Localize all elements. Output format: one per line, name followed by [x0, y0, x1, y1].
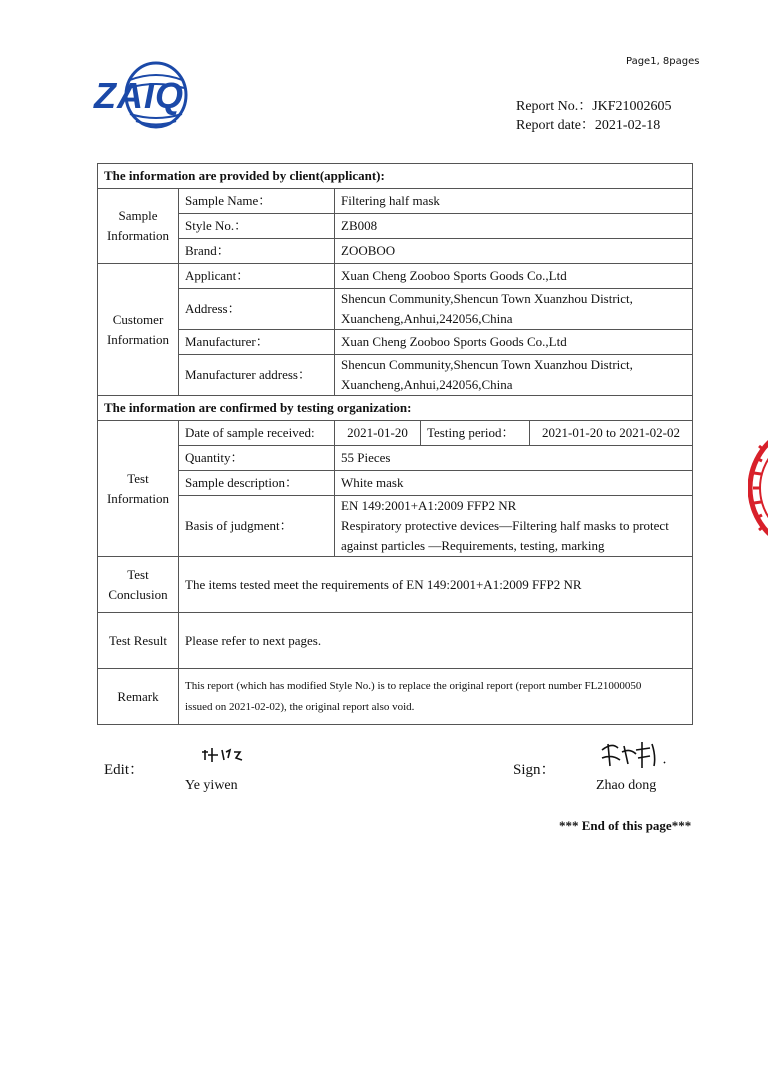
editor-name: Ye yiwen — [185, 778, 238, 793]
description-value: White mask — [335, 471, 693, 496]
report-meta — [516, 97, 672, 135]
editor-handwritten-signature — [200, 744, 260, 766]
signer-handwritten-signature — [598, 736, 678, 774]
test-info-category: Test Information — [98, 421, 179, 557]
client-section-title: The information are provided by client(applicant): — [98, 164, 693, 189]
official-seal-stamp — [748, 418, 768, 558]
date-received-label: Date of sample received: — [179, 421, 335, 446]
conclusion-value: The items tested meet the requirements of EN 149:2001+A1:2009 FFP2 NR — [179, 557, 693, 613]
result-category: Test Result — [98, 613, 179, 669]
report-date: Report date：2021-02-18 — [516, 118, 661, 133]
manufacturer-value: Xuan Cheng Zooboo Sports Goods Co.,Ltd — [335, 330, 693, 355]
quantity-value: 55 Pieces — [335, 446, 693, 471]
remark-category: Remark — [98, 669, 179, 725]
conclusion-category: Test Conclusion — [98, 557, 179, 613]
sign-label: Sign： — [513, 762, 556, 778]
sample-name-value: Filtering half mask — [335, 189, 693, 214]
applicant-label: Applicant： — [179, 264, 335, 289]
address-value: Shencun Community,Shencun Town Xuanzhou District, Xuancheng,Anhui,242056,China — [335, 289, 693, 330]
zaiq-logo — [90, 60, 220, 130]
style-label: Style No.： — [179, 214, 335, 239]
end-of-page-note: *** End of this page*** — [559, 818, 692, 833]
org-section-title: The information are confirmed by testing organization: — [98, 396, 693, 421]
report-table — [97, 163, 693, 725]
result-value: Please refer to next pages. — [179, 613, 693, 669]
address-label: Address： — [179, 289, 335, 330]
sample-name-label: Sample Name： — [179, 189, 335, 214]
description-label: Sample description： — [179, 471, 335, 496]
brand-label: Brand： — [179, 239, 335, 264]
page-number: Page1, 8pages — [626, 56, 700, 67]
date-received-value: 2021-01-20 — [335, 421, 421, 446]
quantity-label: Quantity： — [179, 446, 335, 471]
svg-text:ZAIQ: ZAIQ — [94, 75, 184, 116]
applicant-value: Xuan Cheng Zooboo Sports Goods Co.,Ltd — [335, 264, 693, 289]
basis-value: EN 149:2001+A1:2009 FFP2 NR Respiratory protective devices—Filtering half masks to protect against particles —Requirements, testing, marking — [335, 496, 693, 557]
manufacturer-address-value: Shencun Community,Shencun Town Xuanzhou District, Xuancheng,Anhui,242056,China — [335, 355, 693, 396]
manufacturer-label: Manufacturer： — [179, 330, 335, 355]
remark-value: This report (which has modified Style No.) is to replace the original report (report number FL21000050 issued on 2021-02-02), the original report also void. — [179, 669, 693, 725]
manufacturer-address-label: Manufacturer address： — [179, 355, 335, 396]
edit-label: Edit： — [104, 762, 144, 778]
customer-info-category: Customer Information — [98, 264, 179, 396]
signer-name: Zhao dong — [596, 778, 657, 793]
report-number: Report No.：JKF21002605 — [516, 99, 672, 114]
basis-label: Basis of judgment： — [179, 496, 335, 557]
style-value: ZB008 — [335, 214, 693, 239]
sample-info-category: Sample Information — [98, 189, 179, 264]
testing-period-label: Testing period： — [421, 421, 530, 446]
brand-value: ZOOBOO — [335, 239, 693, 264]
testing-period-value: 2021-01-20 to 2021-02-02 — [530, 421, 693, 446]
